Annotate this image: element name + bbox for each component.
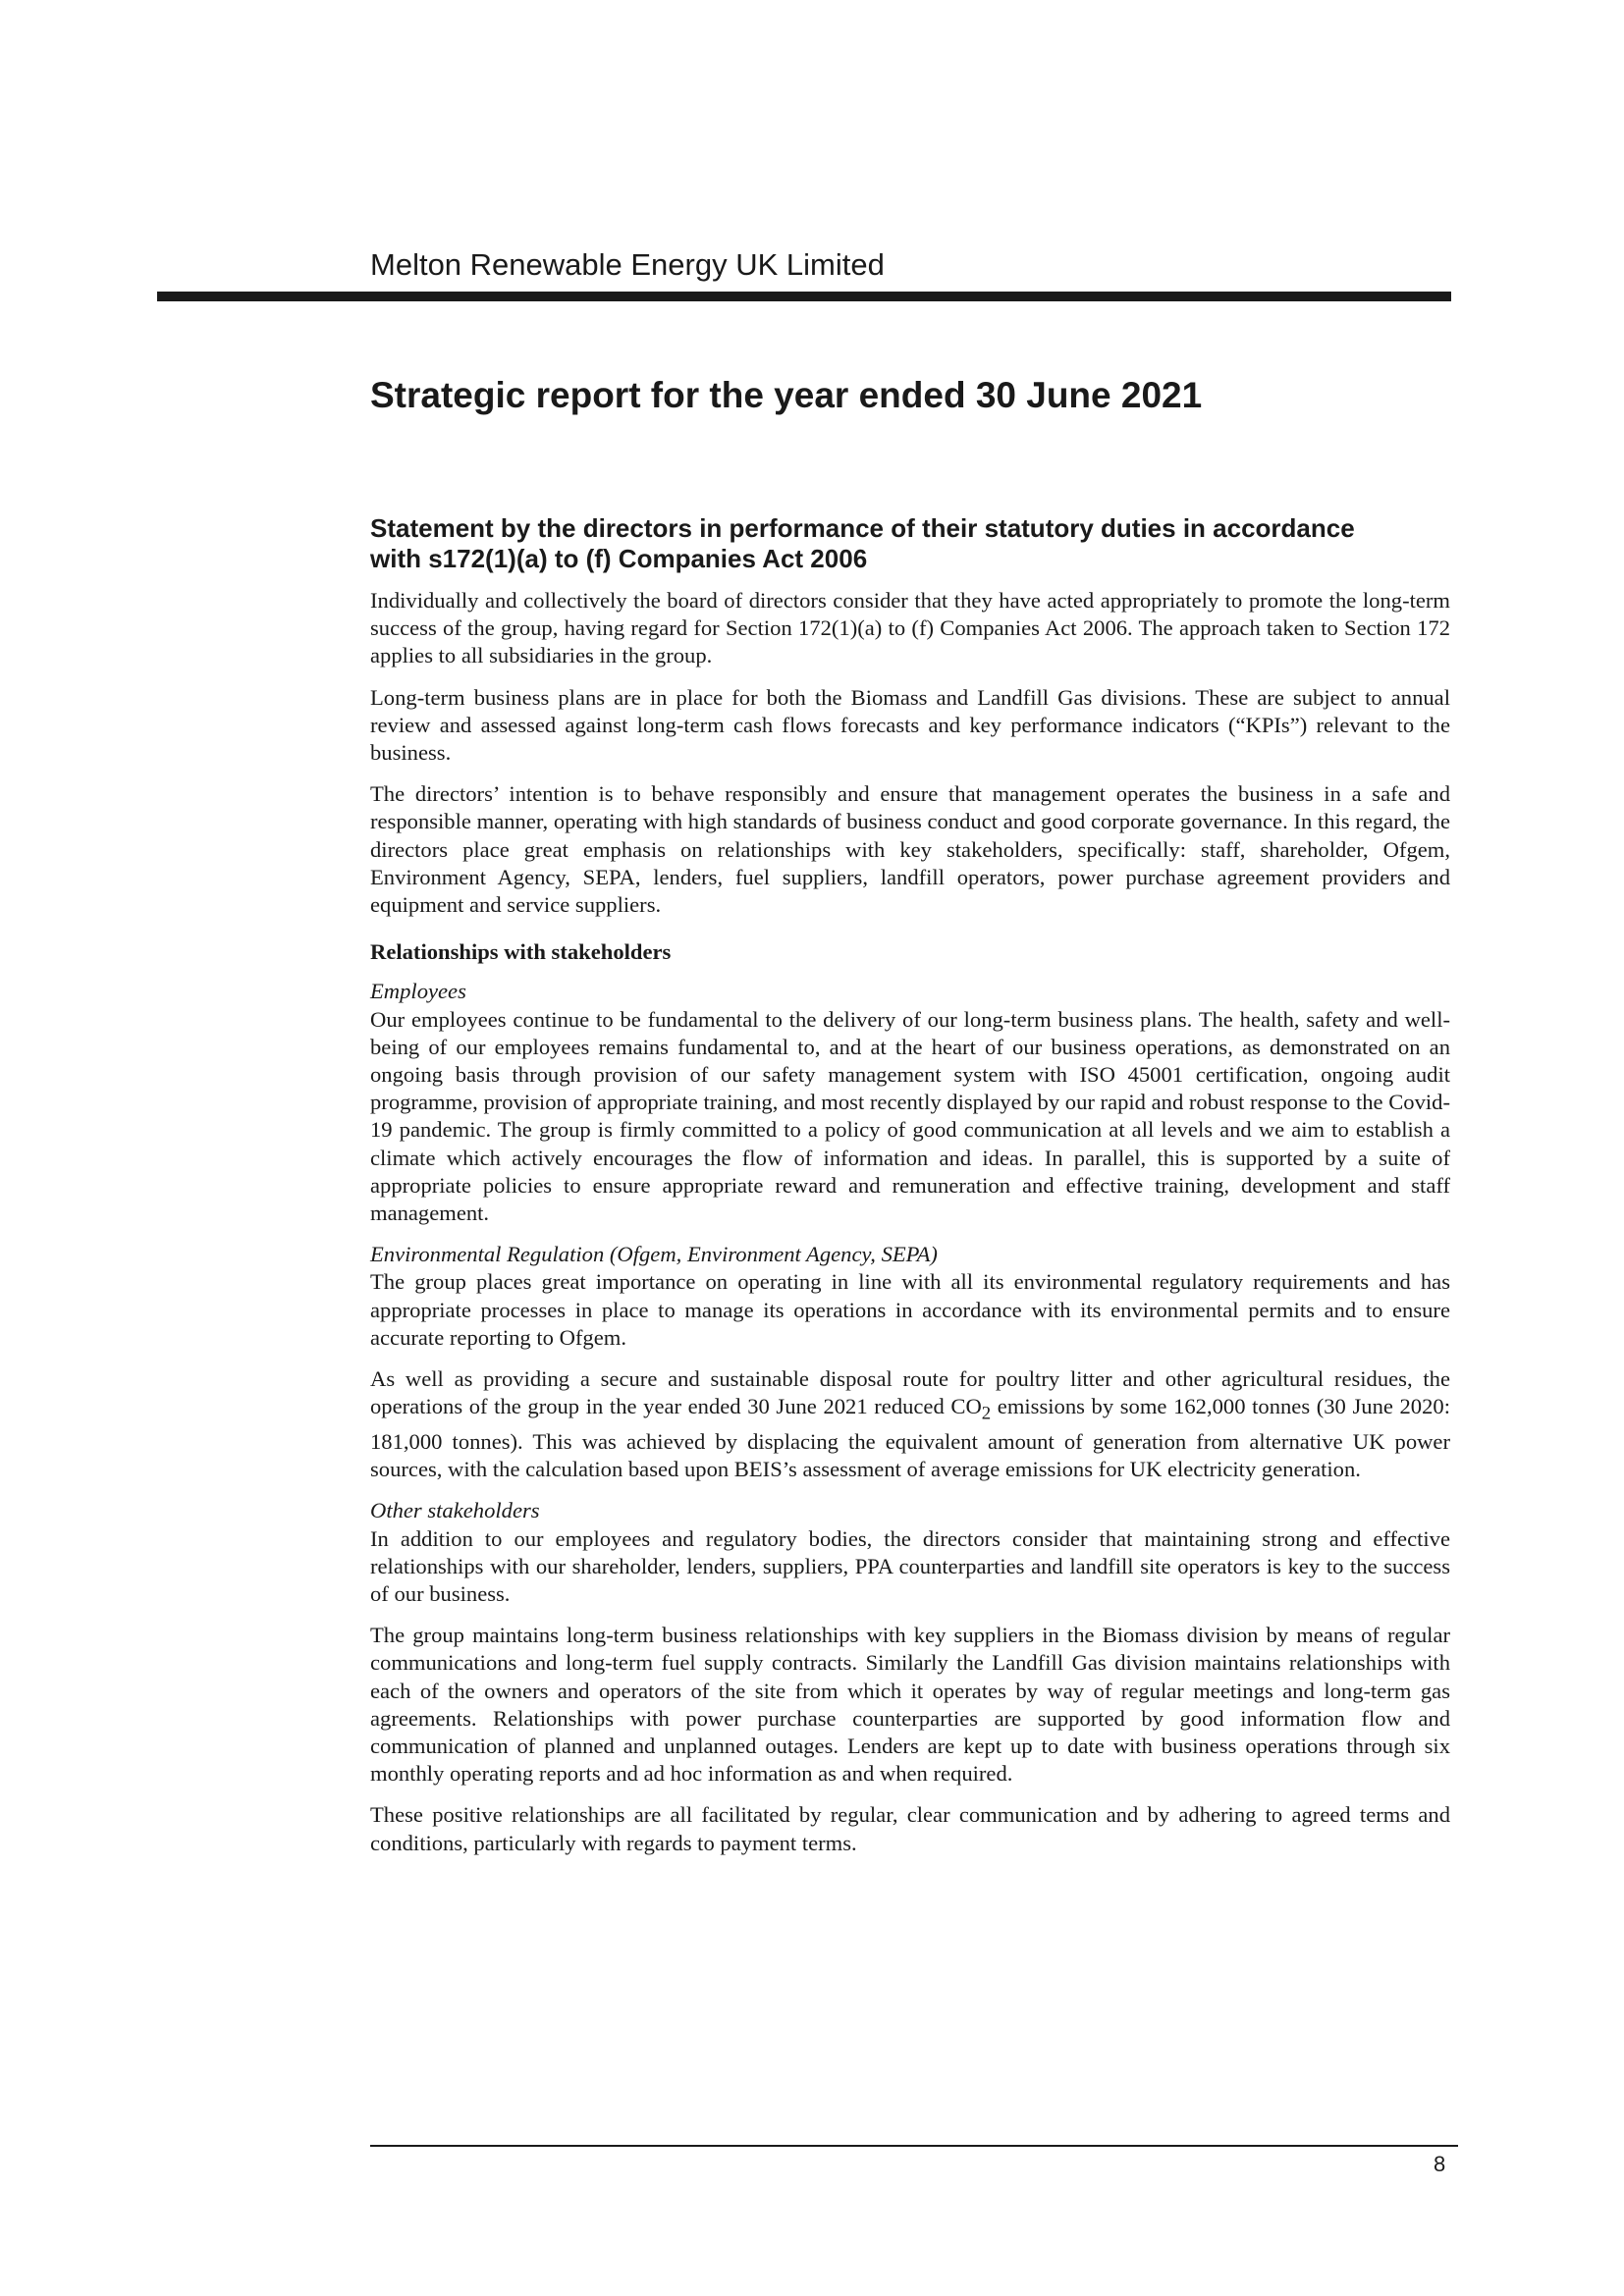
section-heading-line-2: with s172(1)(a) to (f) Companies Act 2006 [370,544,868,573]
paragraph-supplier-relationships: The group maintains long-term business relationships with key suppliers in the Biomass division by means of regular communications and long-term fuel supply contracts. Similarly the Landfill Gas division maintains relationships with each of the owners and operators of the site from which it operates by way of regular meetings and long-term gas agreements. Relationships with power purchase counterparties are supported by good information flow and communication of planned and unplanned outages. Lenders are kept up to date with business operations through six monthly operating reports and ad hoc information as and when required. [370,1623,1450,1787]
environmental-label: Environmental Regulation (Ofgem, Environment Agency, SEPA) [370,1242,938,1267]
co2-text-a: As well as providing a secure and sustainable disposal route for poultry litter and other agricultural residues, the operations of the group in the year ended 30 June 2021 reduced CO [370,1366,1450,1419]
company-name: Melton Renewable Energy UK Limited [370,247,885,282]
environmental-text: The group places great importance on operating in line with all its environmental regulatory requirements and has appropriate processes in place to manage its operations in accordance with its environmental permits and to ensure accurate reporting to Ofgem. [370,1269,1450,1350]
stakeholders-heading: Relationships with stakeholders [370,939,672,965]
other-stakeholders-text: In addition to our employees and regulatory bodies, the directors consider that maintaining strong and effective relationships with our shareholder, lenders, suppliers, PPA counterparties and landfill site operators is key to the success of our business. [370,1525,1450,1607]
paragraph-closing: These positive relationships are all facilitated by regular, clear communication and by adhering to agreed terms and conditions, particularly with regards to payment terms. [370,1802,1450,1855]
co2-subscript: 2 [981,1403,992,1424]
page-number: 8 [1434,2152,1446,2176]
employees-section [370,978,1450,1227]
body-text [370,587,1450,1871]
section-heading [370,513,1450,574]
paragraph-directors-intention: The directors’ intention is to behave responsibly and ensure that management operates the business in a safe and responsible manner, operating with high standards of business conduct and good corporate governance. In this regard, the directors place great emphasis on relationships with key stakeholders, specifically: staff, shareholder, Ofgem, Environment Agency, SEPA, lenders, fuel suppliers, landfill operators, power purchase agreement providers and equipment and service suppliers. [370,781,1450,918]
other-stakeholders-section [370,1497,1450,1608]
paragraph-co2-emissions [370,1365,1450,1483]
other-stakeholders-label: Other stakeholders [370,1498,540,1523]
header-rule [157,292,1451,301]
paragraph-business-plans: Long-term business plans are in place for both the Biomass and Landfill Gas divisions. These are subject to annual review and assessed against long-term cash flows forecasts and key performance indicators (“KPIs”) relevant to the business. [370,684,1450,766]
employees-label: Employees [370,979,466,1004]
environmental-section [370,1241,1450,1352]
employees-text: Our employees continue to be fundamental to the delivery of our long-term business plans. The health, safety and well-being of our employees remains fundamental to, and at the heart of our business operations, as demonstrated on an ongoing basis through provision of our safety management system with ISO 45001 certification, ongoing audit programme, provision of appropriate training, and most recently displayed by our rapid and robust response to the Covid-19 pandemic. The group is firmly committed to a policy of good communication at all levels and we aim to establish a climate which actively encourages the flow of information and ideas. In parallel, this is supported by a suite of appropriate policies to ensure appropriate reward and remuneration and effective training, development and staff management. [370,1006,1450,1226]
co2-text-b: emissions by some 162,000 tonnes (30 June 2020: 181,000 tonnes). This was achieved by displacing the equivalent amount of generation from alternative UK power sources, with the calculation based upon BEIS’s assessment of average emissions for UK electricity generation. [370,1394,1450,1482]
section-heading-line-1: Statement by the directors in performance of their statutory duties in accordance [370,513,1355,543]
footer-rule [370,2145,1458,2147]
paragraph-directors-duty: Individually and collectively the board of directors consider that they have acted appropriately to promote the long-term success of the group, having regard for Section 172(1)(a) to (f) Companies Act 2006. The approach taken to Section 172 applies to all subsidiaries in the group. [370,588,1450,668]
report-title: Strategic report for the year ended 30 June 2021 [370,375,1203,415]
